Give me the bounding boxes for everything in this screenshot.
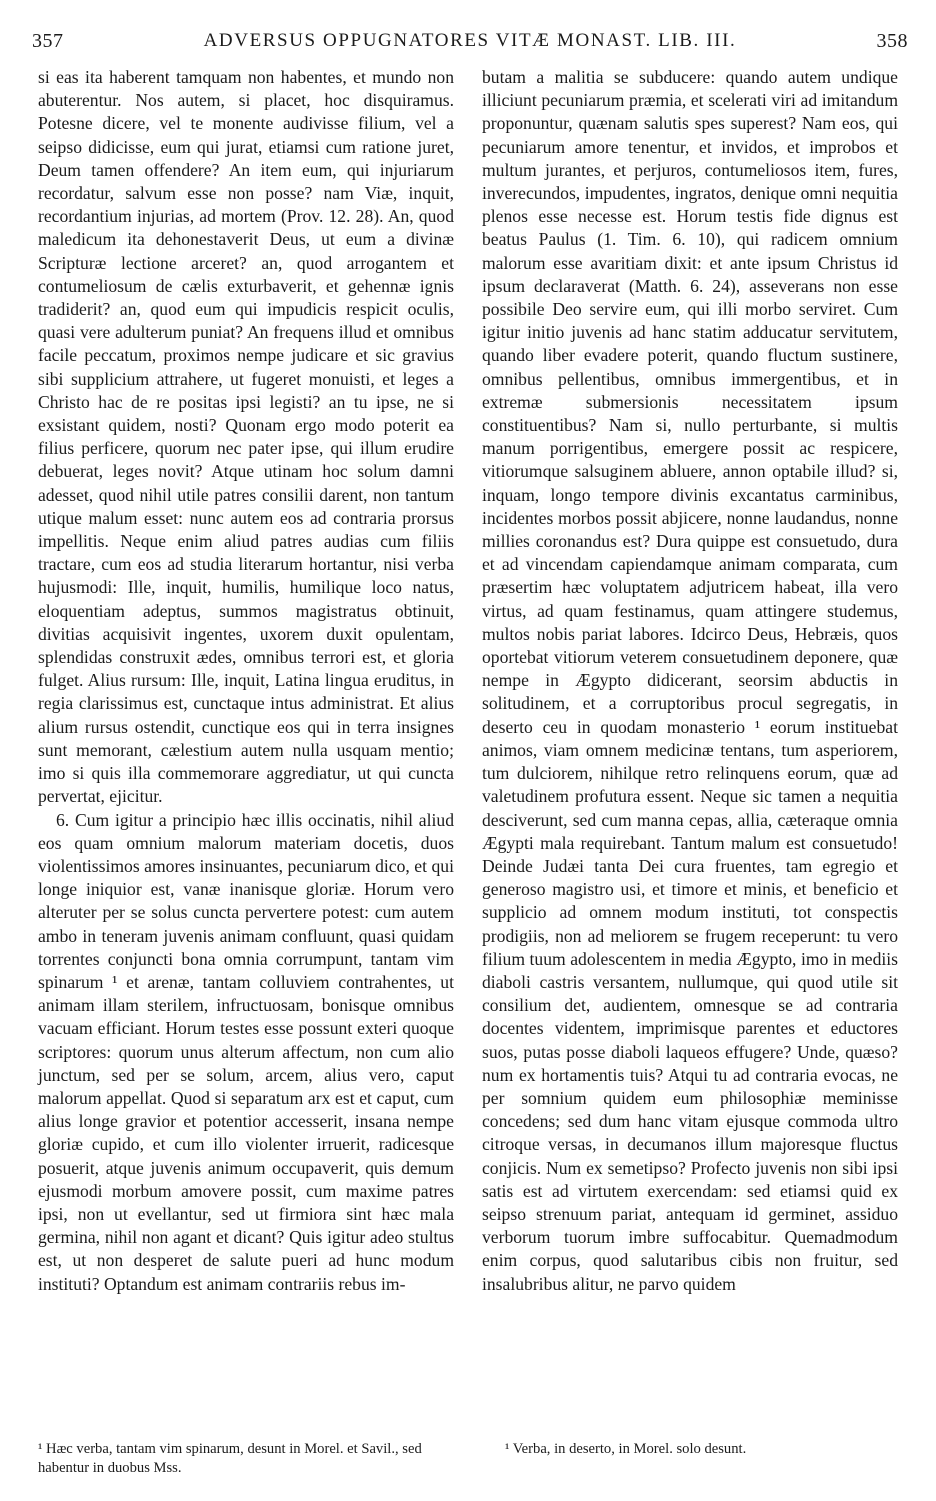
right-column: [482, 66, 898, 1296]
right-paragraph-1: butam a malitia se subducere: quando autem undique illiciunt pecuniarum præmia, et scelerati viri ad imitandum proponuntur, quænam salutis spes superest? Nam eos, qui pecuniarum amore tenentur, et invidos, et improbos et multum jurantes, et perjuros, contumeliosos item, fures, inverecundos, impudentes, ingratos, denique omni nequitia plenos esse necesse est. Horum testis fide dignus est beatus Paulus (1. Tim. 6. 10), qui radicem omnium malorum esse avaritiam dixit: et ante ipsum Christus id ipsum declaraverat (Matth. 6. 24), asseverans non esse possibile Deo servire eum, qui illi morbo serviret. Cum igitur initio juvenis ad hanc statim adducatur servitutem, quando liber evadere poterit, quando fluctum sustinere, omnibus pellentibus, omnibus immergentibus, et in extremæ submersionis necessitatem ipsum constituentibus? Nam si, nullo perturbante, si multis manum porrigentibus, emergere possit ac respicere, vitiorumque salsuginem abluere, annon optabile illud? si, inquam, longo tempore divinis excantatus carminibus, incidentes morbos possit abjicere, nonne laudandus, nonne millies coronandus est? Dura quippe est consuetudo, dura et ad vincendam capiendamque animam comparata, cum præsertim hæc voluptatem adjutricem habeat, illa vero virtus, ad quam festinamus, quam attingere studemus, multos nobis pariat labores. Idcirco Deus, Hebræis, quos oportebat vitiorum veterem consuetudinem deponere, quæ nempe in Ægypto didicerant, seorsim abductis in solitudinem, et a corruptoribus procul segregatis, in deserto ceu in quodam monasterio ¹ eorum instituebat animos, viam omnem medicinæ tentans, tum asperiorem, tum dulciorem, nihilque retro relinquens eorum, quæ ad valetudinem profutura essent. Neque sic tamen a nequitia desciverunt, sed cum manna cepas, allia, cæteraque omnia Ægypti mala requirebant. Tantum malum est consuetudo! Deinde Judæi tanta Dei cura fruentes, tam egregio et generoso magistro usi, et timore et minis, et beneficio et supplicio ad omnem modum instituti, tot conspectis prodigiis, non ad meliorem se frugem receperunt: tu vero filium tuum adolescentem in media Ægypto, imo in mediis diaboli castris versantem, nullumque, qui quod utile sit consilium det, audientem, omnesque se ad contraria docentes videntem, imprimisque parentes et eductores suos, putas posse diaboli laqueos effugere? Unde, quæso? num ex hortamentis tuis? Atqui tu ad contraria evocas, ne per somnium quidem eum philosophiæ meminisse concedens; sed dum hanc vitam ejusque commoda ultro citroque versas, in decumanos illum majoresque fluctus conjicis. Num ex semetipso? Profecto juvenis non sibi ipsi satis est ad virtutem exercendam: sed etiamsi quid ex seipso strenuum pariat, antequam id germinet, assiduo verborum tuorum imbre suffocabitur. Quemadmodum enim corpus, quod salutaribus cibis non fruitur, sed insalubribus alitur, ne parvo quidem: [482, 67, 898, 1294]
left-paragraph-2: 6. Cum igitur a principio hæc illis occinatis, nihil aliud eos quam omnium malorum materiam docetis, duos violentissimos amores insinuantes, pecuniarum dico, et qui longe iniquior est, vanæ inanisque gloriæ. Horum vero alteruter per se solus cuncta pervertere potest: cum autem ambo in teneram juvenis animam confluunt, quasi quidam torrentes conjuncti bona omnia corrumpunt, tantam vim spinarum ¹ et arenæ, tantam colluviem contrahentes, ut animam illam sterilem, infructuosam, bonisque omnibus vacuam efficiant. Horum testes esse possunt exteri quoque scriptores: quorum unus alterum affectum, non cum alio junctum, sed per se solum, arcem, alius vero, caput malorum appellat. Quod si separatum arx est et caput, cum alius longe gravior et potentior accesserit, insana nempe gloriæ cupido, et cum illo violenter irruerit, radicesque posuerit, atque juvenis animum occupaverit, quis demum ejusmodi morbum amovere possit, cum maxime patres ipsi, non ut evellantur, sed ut firmiora sint hæc mala germina, nihil non agant et dicant? Quis igitur adeo stultus est, ut non desperet de salute pueri ad hunc modum instituti? Optandum est animam contrariis rebus im-: [38, 809, 454, 1294]
footnote-right: ¹ Verba, in deserto, in Morel. solo desunt.: [505, 1441, 747, 1457]
page-number-left: 357: [32, 30, 64, 52]
left-column: [38, 66, 454, 1296]
left-paragraph-1: si eas ita haberent tamquam non habentes, et mundo non abuterentur. Nos autem, si placet, hoc disquiramus. Potesne dicere, vel te monente audivisse filium, vel a seipso didicisse, eum qui jurat, etiamsi cum ratione juret, Deum tamen offendere? An item eum, qui injuriarum recordatur, salvum esse non posse? nam Viæ, inquit, recordantium injurias, ad mortem (Prov. 12. 28). An, quod maledicum ita dehonestaverit Deus, ut eum a divinæ Scripturæ lectione arceret? an, quod arrogantem et contumeliosum de cælis exturbaverit, et gehennæ ignis tradiderit? an, quod eum qui impudicis respicit oculis, quasi vere adulterum puniat? An frequens illud et omnibus facile peccatum, proximos nempe judicare et sic gravius sibi supplicium attrahere, ut fugeret monuisti, et leges a Christo hac de re positas ipsi legisti? an tu ipse, ne si exsistant quidem, nosti? Quonam ergo modo poterit ea filius perficere, quorum nec pater ipse, qui illum erudire debuerat, leges novit? Atque utinam hoc solum damni adesset, quod nihil utile patres consilii darent, non tantum utique malum esset: nunc autem eos ad contraria prorsus impellitis. Neque enim aliud patres audias cum filiis tractare, cum eos ad studia literarum hortantur, nisi verba hujusmodi: Ille, inquit, humilis, humilique loco natus, eloquentiam adeptus, summos magistratus obtinuit, divitias acquisivit ingentes, uxorem duxit opulentam, splendidas construxit ædes, omnibus terrori est, et gloria fulget. Alius rursum: Ille, inquit, Latina lingua eruditus, in regia clarissimus est, cunctaque intus administrat. Et alius alium rursus ostendit, cunctique eos qui in terra insignes sunt memorant, cælestium autem nulla usquam mentio; imo si quis illa commemorare aggrediatur, ut qui cuncta pervertat, ejicitur.: [38, 67, 454, 807]
footnote-left: ¹ Hæc verba, tantam vim spinarum, desunt in Morel. et Savil., sed habentur in duobus Mss.: [38, 1441, 422, 1476]
running-title: ADVERSUS OPPUGNATORES VITÆ MONAST. LIB. III.: [203, 30, 737, 51]
page-header: [32, 30, 908, 58]
page-number-right: 358: [876, 30, 908, 52]
